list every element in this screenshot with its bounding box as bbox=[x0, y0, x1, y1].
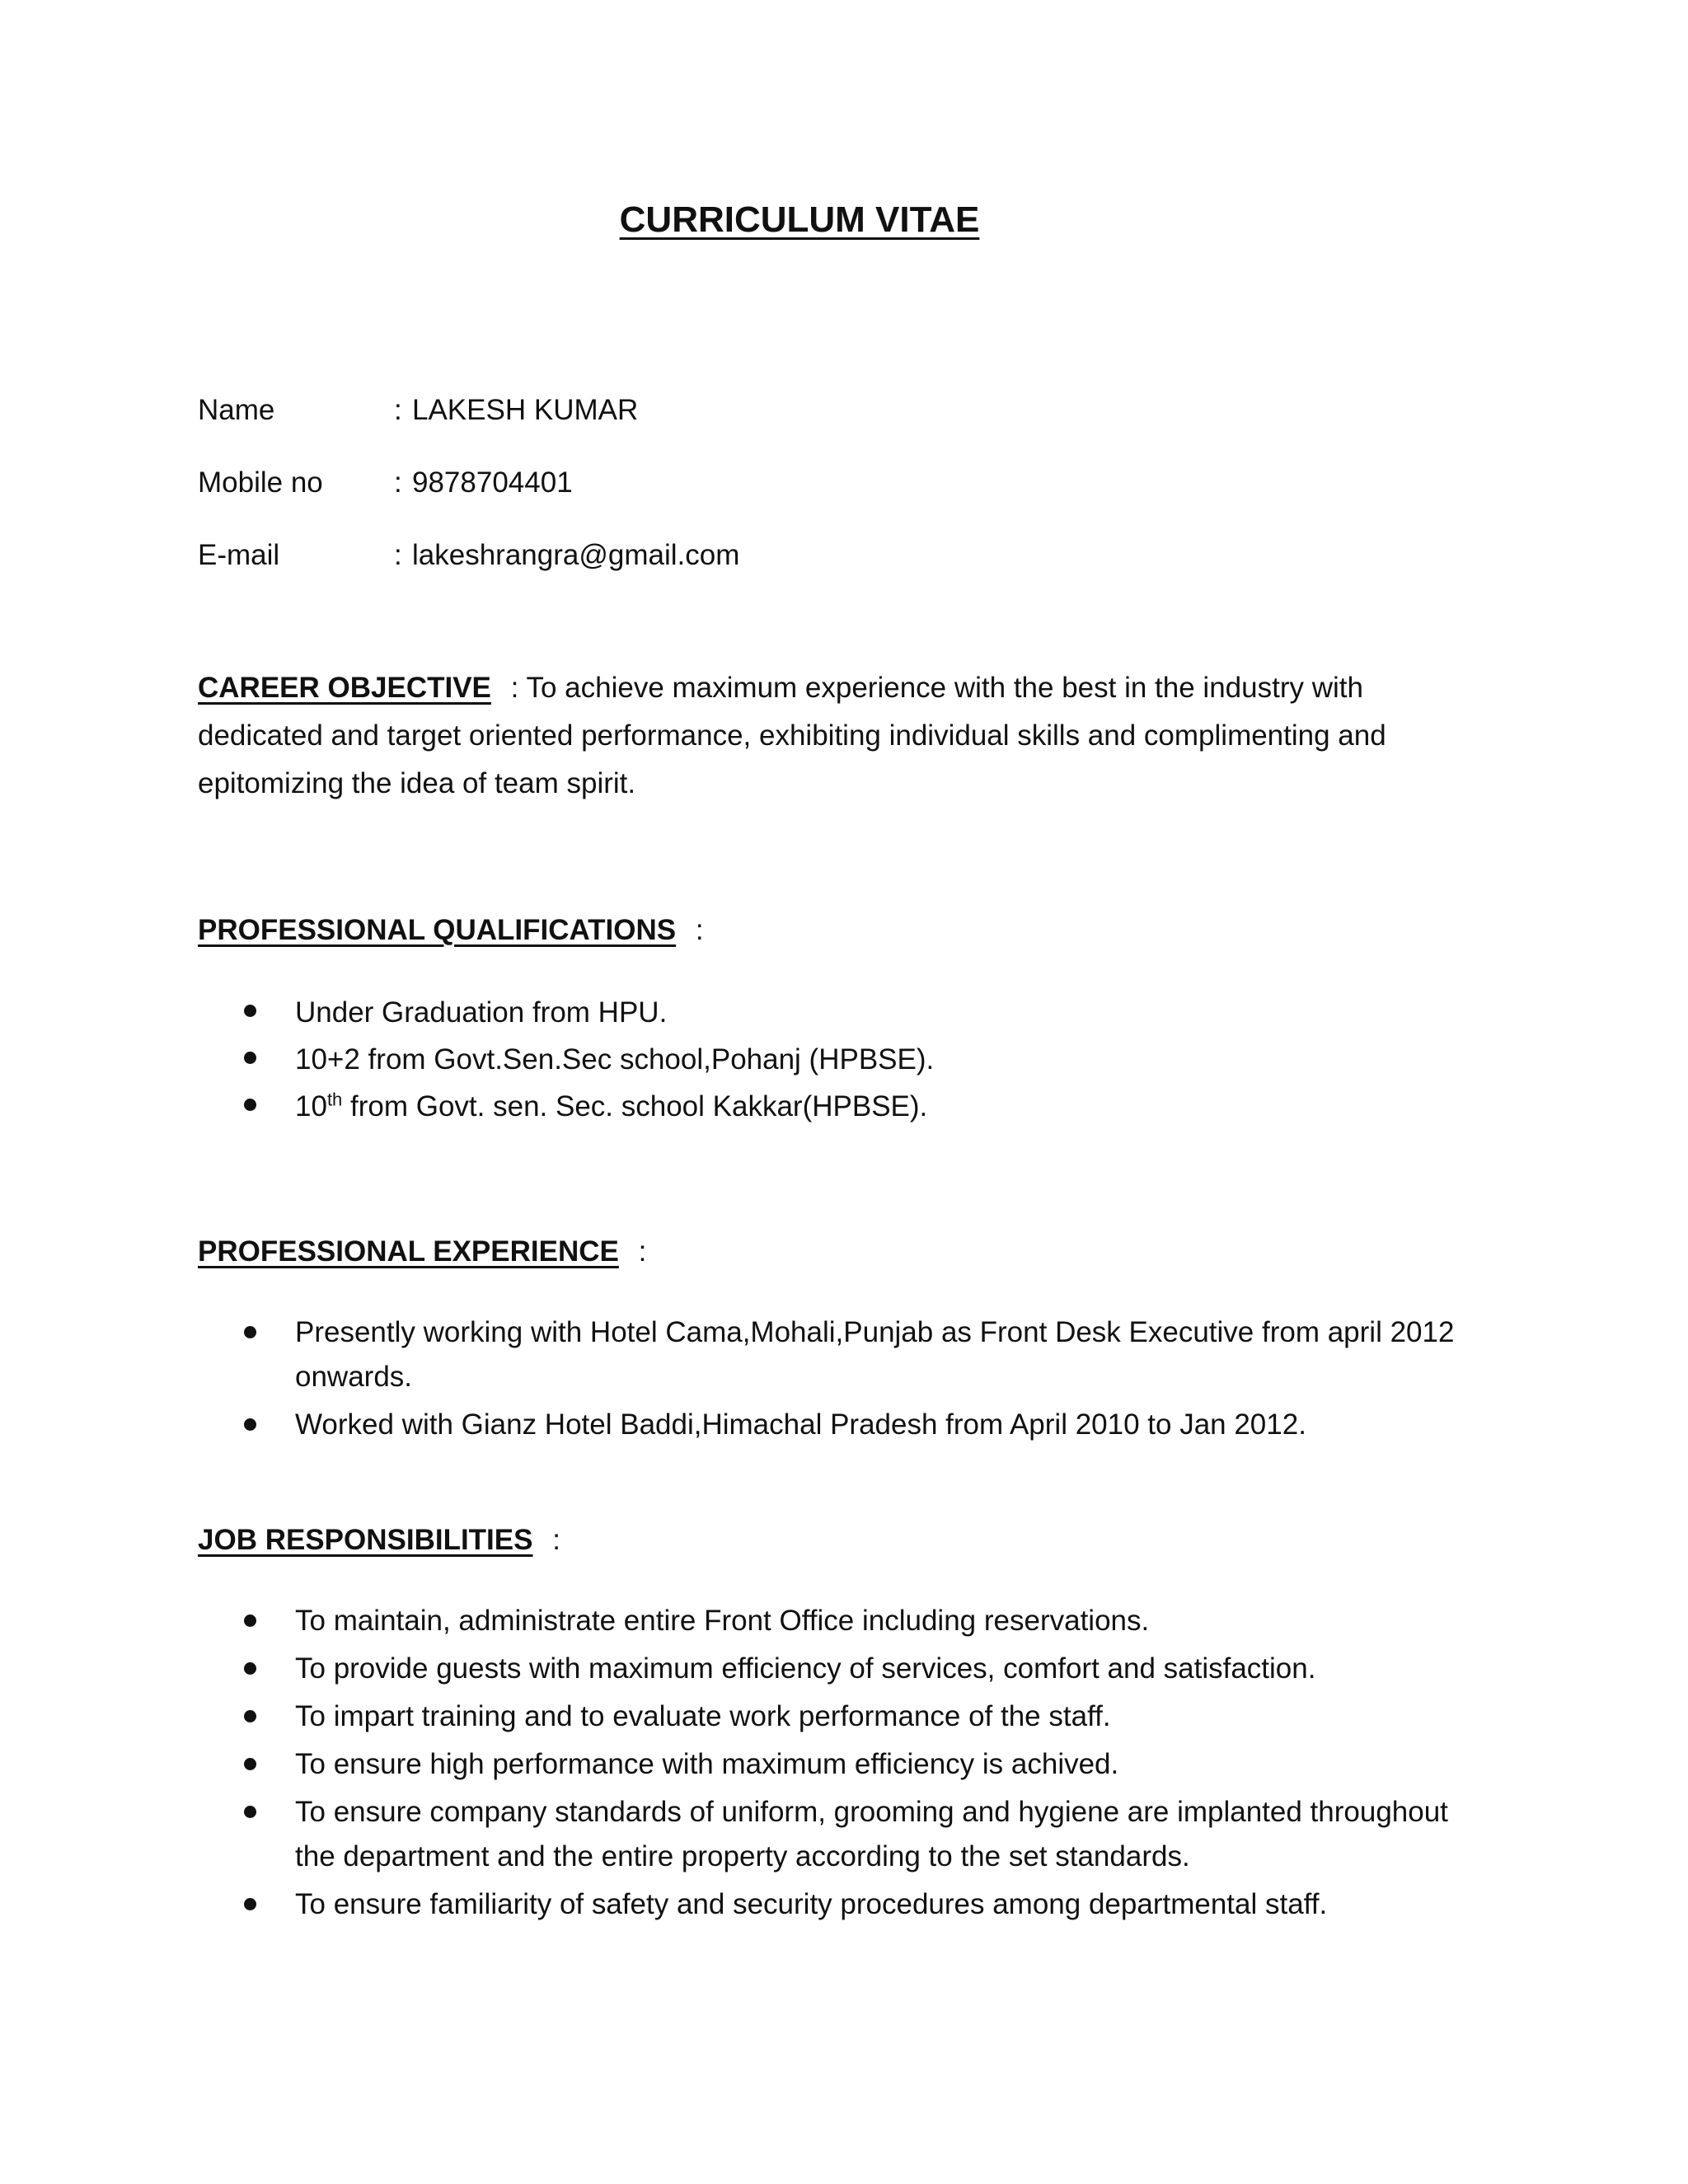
experience-separator: : bbox=[638, 1235, 647, 1268]
document-title: CURRICULUM VITAE bbox=[619, 199, 980, 240]
list-item: Under Graduation from HPU. bbox=[198, 989, 1484, 1036]
bullet-icon bbox=[244, 1806, 256, 1818]
experience-heading-row bbox=[198, 1228, 1484, 1276]
list-item: Worked with Gianz Hotel Baddi,Himachal Pradesh from April 2010 to Jan 2012. bbox=[198, 1403, 1484, 1447]
bullet-icon bbox=[244, 1758, 256, 1770]
name-row bbox=[198, 374, 739, 447]
bullet-icon bbox=[244, 1710, 256, 1722]
email-label: E-mail bbox=[198, 539, 280, 571]
list-item: Presently working with Hotel Cama,Mohali,Punjab as Front Desk Executive from april 2012 onwards. bbox=[198, 1310, 1484, 1399]
responsibilities-section bbox=[198, 1516, 1484, 1927]
name-separator: : bbox=[394, 394, 402, 426]
mobile-row bbox=[198, 447, 739, 519]
experience-heading: PROFESSIONAL EXPERIENCE bbox=[198, 1235, 619, 1268]
mobile-value: 9878704401 bbox=[412, 466, 573, 499]
bullet-icon bbox=[244, 1662, 256, 1675]
bullet-icon bbox=[244, 1326, 256, 1338]
career-objective-section bbox=[198, 664, 1484, 808]
qualifications-heading: PROFESSIONAL QUALIFICATIONS bbox=[198, 914, 677, 946]
qualifications-list bbox=[198, 989, 1484, 1130]
list-item: 10th from Govt. sen. Sec. school Kakkar(HPBSE). bbox=[198, 1083, 1484, 1130]
list-item: To ensure high performance with maximum efficiency is achived. bbox=[198, 1742, 1484, 1787]
name-value: LAKESH KUMAR bbox=[412, 394, 639, 426]
responsibilities-list bbox=[198, 1599, 1484, 1927]
qualifications-separator: : bbox=[695, 914, 704, 946]
email-separator: : bbox=[394, 539, 402, 571]
list-item: To ensure company standards of uniform, grooming and hygiene are implanted throughout the department and the entire property according to the set standards. bbox=[198, 1790, 1484, 1879]
responsibilities-separator: : bbox=[552, 1524, 560, 1556]
bullet-icon bbox=[244, 1005, 256, 1017]
qualifications-section bbox=[198, 907, 1484, 1130]
list-item: To ensure familiarity of safety and security procedures among departmental staff. bbox=[198, 1882, 1484, 1927]
qualifications-heading-row bbox=[198, 907, 1484, 954]
bullet-icon bbox=[244, 1099, 256, 1111]
career-objective-separator: : bbox=[510, 672, 519, 704]
bullet-icon bbox=[244, 1615, 256, 1627]
experience-section bbox=[198, 1228, 1484, 1447]
bullet-icon bbox=[244, 1418, 256, 1431]
responsibilities-heading: JOB RESPONSIBILITIES bbox=[198, 1524, 533, 1556]
list-item: To maintain, administrate entire Front Office including reservations. bbox=[198, 1599, 1484, 1643]
name-label: Name bbox=[198, 394, 275, 426]
career-objective-paragraph bbox=[198, 664, 1484, 808]
email-value: lakeshrangra@gmail.com bbox=[412, 539, 740, 571]
bullet-icon bbox=[244, 1898, 256, 1910]
responsibilities-heading-row bbox=[198, 1516, 1484, 1564]
mobile-separator: : bbox=[394, 466, 402, 499]
email-row bbox=[198, 519, 739, 592]
experience-list bbox=[198, 1310, 1484, 1447]
list-item: To impart training and to evaluate work performance of the staff. bbox=[198, 1694, 1484, 1739]
list-item: 10+2 from Govt.Sen.Sec school,Pohanj (HPBSE). bbox=[198, 1036, 1484, 1083]
mobile-label: Mobile no bbox=[198, 466, 323, 499]
personal-info bbox=[198, 374, 739, 592]
career-objective-text: To achieve maximum experience with the best in the industry with dedicated and target oriented performance, exhibiting individual skills and complimenting and epitomizing the idea of team spirit. bbox=[198, 672, 1386, 799]
career-objective-heading: CAREER OBJECTIVE bbox=[198, 672, 491, 704]
list-item: To provide guests with maximum efficiency of services, comfort and satisfaction. bbox=[198, 1647, 1484, 1691]
bullet-icon bbox=[244, 1052, 256, 1064]
